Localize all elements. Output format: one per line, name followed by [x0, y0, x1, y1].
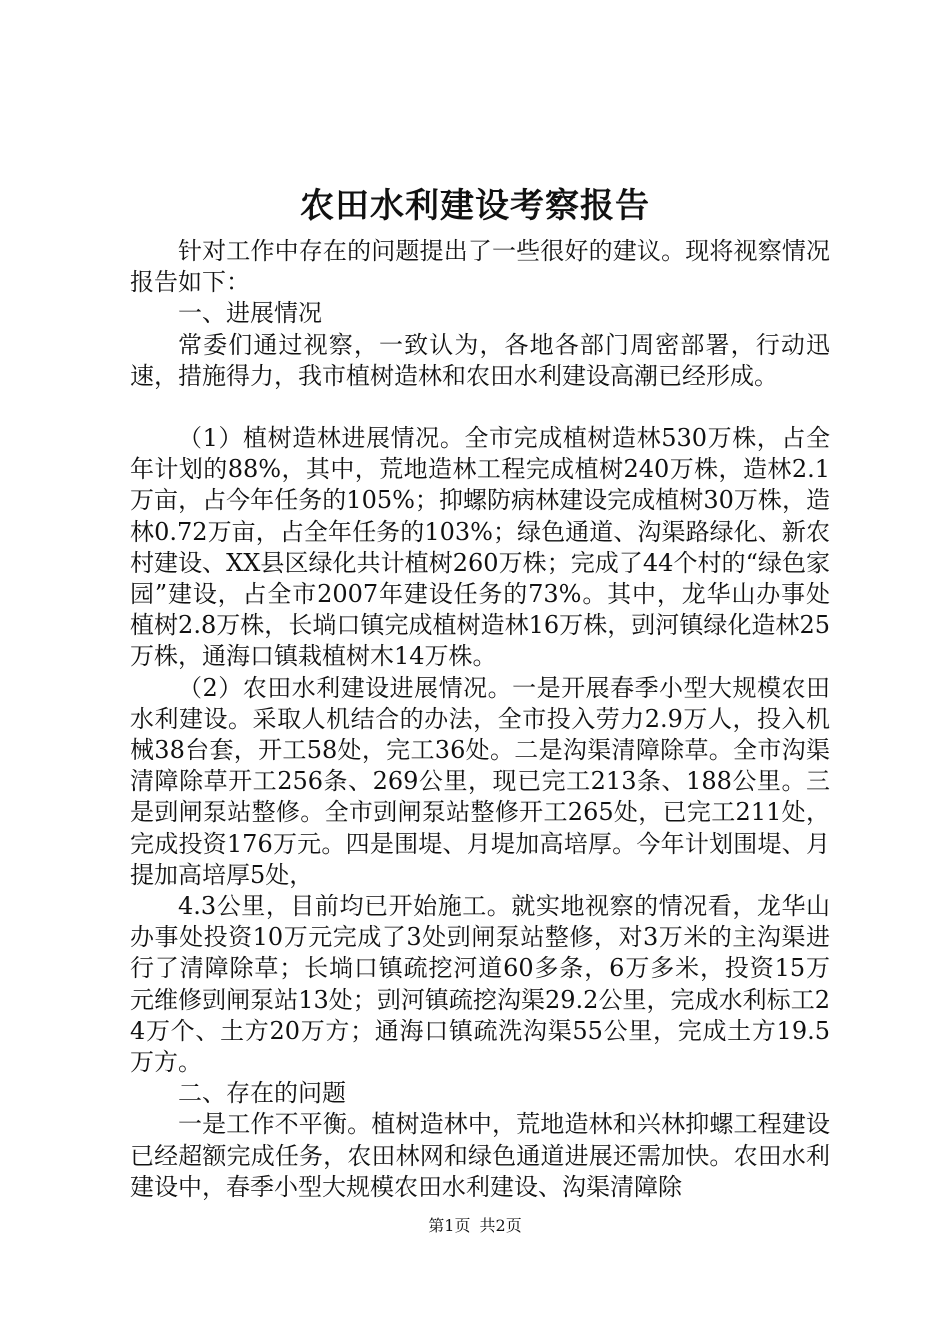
- summary-paragraph: 常委们通过视察，一致认为，各地各部门周密部署，行动迅速，措施得力，我市植树造林和农田水利建设高潮已经形成。: [130, 330, 830, 390]
- document-title: 农田水利建设考察报告: [300, 186, 650, 226]
- document-body: [130, 236, 830, 1203]
- water-conservancy-paragraph: （2）农田水利建设进展情况。一是开展春季小型大规模农田水利建设。采取人机结合的办法，全市投入劳力2.9万人，投入机械38台套，开工58处，完工36处。二是沟渠清障除草。全市沟渠清障除草开工256条、269公里，现已完工213条、188公里。三是剅闸泵站整修。全市剅闸泵站整修开工265处，已完工211处，完成投资176万元。四是围堤、月堤加高培厚。今年计划围堤、月提加高培厚5处，: [130, 673, 830, 889]
- section-heading-problems: 二、存在的问题: [178, 1079, 346, 1108]
- page-footer: 第1页 共2页: [428, 1216, 522, 1235]
- problems-paragraph: 一是工作不平衡。植树造林中，荒地造林和兴林抑螺工程建设已经超额完成任务，农田林网和绿色通道进展还需加快。农田水利建设中，春季小型大规模农田水利建设、沟渠清障除: [130, 1110, 830, 1201]
- afforestation-paragraph: （1）植树造林进展情况。全市完成植树造林530万株，占全年计划的88%，其中，荒地造林工程完成植树240万株，造林2.1万亩，占今年任务的105%；抑螺防病林建设完成植树30万株，造林0.72万亩，占全年任务的103%；绿色通道、沟渠路绿化、新农村建设、XX县区绿化共计植树260万株；完成了44个村的“绿色家园”建设，占全市2007年建设任务的73%。其中，龙华山办事处植树2.8万株，长埫口镇完成植树造林16万株，剅河镇绿化造林25万株，通海口镇栽植树木14万株。: [130, 424, 830, 671]
- intro-paragraph: 针对工作中存在的问题提出了一些很好的建议。现将视察情况报告如下：: [130, 237, 830, 297]
- site-inspection-paragraph: 4.3公里，目前均已开始施工。就实地视察的情况看，龙华山办事处投资10万元完成了3处剅闸泵站整修，对3万米的主沟渠进行了清障除草；长埫口镇疏挖河道60多条，6万多米，投资15万元维修剅闸泵站13处；剅河镇疏挖沟渠29.2公里，完成水利标工24万个、土方20万方；通海口镇疏洗沟渠55公里，完成土方19.5万方。: [130, 892, 830, 1077]
- section-heading-progress: 一、进展情况: [178, 299, 322, 328]
